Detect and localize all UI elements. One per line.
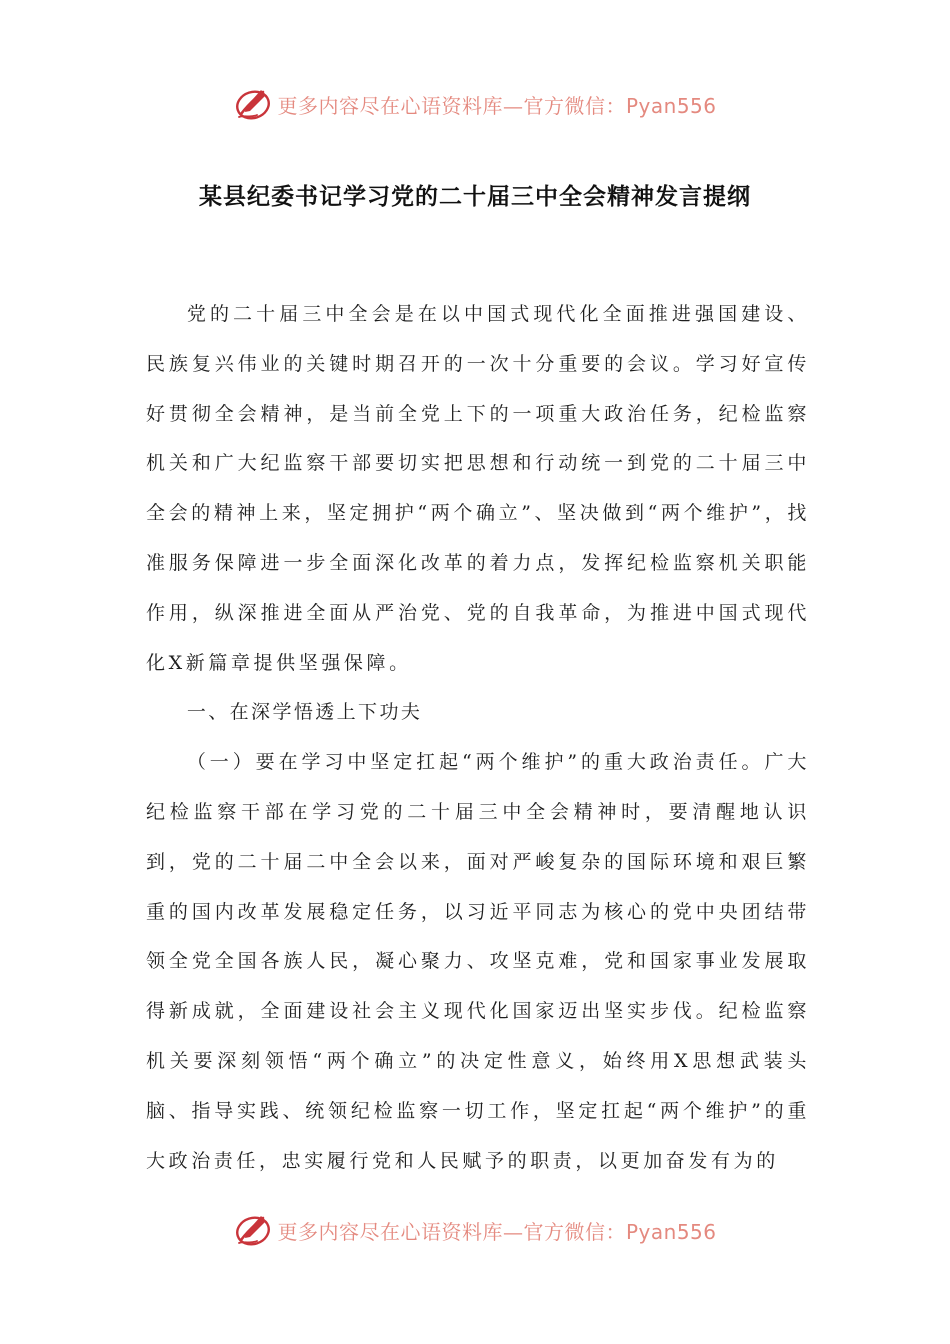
document-body — [146, 290, 810, 1186]
paragraph-intro: 党的二十届三中全会是在以中国式现代化全面推进强国建设、民族复兴伟业的关键时期召开的一次十分重要的会议。学习好宣传好贯彻全会精神，是当前全党上下的一项重大政治任务，纪检监察机关和广大纪监察干部要切实把思想和行动统一到党的二十届三中全会的精神上来，坚定拥护“两个确立”、坚决做到“两个维护”，找准服务保障进一步全面深化改革的着力点，发挥纪检监察机关职能作用，纵深推进全面从严治党、党的自我革命，为推进中国式现代化X新篇章提供坚强保障。 — [146, 303, 810, 674]
wechat-id: Pyan556 — [625, 1219, 717, 1244]
pen-signature-icon — [233, 1210, 273, 1250]
pen-signature-icon — [233, 84, 273, 124]
document-title: 某县纪委书记学习党的二十届三中全会精神发言提纲 — [199, 184, 751, 210]
watermark-text: 更多内容尽在心语资料库—官方微信： — [277, 93, 626, 118]
watermark-text: 更多内容尽在心语资料库—官方微信： — [277, 1219, 626, 1244]
section-heading-1: 一、在深学悟透上下功夫 — [186, 701, 423, 724]
watermark-banner-top — [0, 82, 950, 126]
paragraph-section-1-1: （一）要在学习中坚定扛起“两个维护”的重大政治责任。广大纪检监察干部在学习党的二十届三中全会精神时，要清醒地认识到，党的二十届二中全会以来，面对严峻复杂的国际环境和艰巨繁重的国内改革发展稳定任务，以习近平同志为核心的党中央团结带领全党全国各族人民，凝心聚力、攻坚克难，党和国家事业发展取得新成就，全面建设社会主义现代化国家迈出坚实步伐。纪检监察机关要深刻领悟“两个确立”的决定性意义，始终用X思想武装头脑、指导实践、统领纪检监察一切工作，坚定扛起“两个维护”的重大政治责任，忠实履行党和人民赋予的职责，以更加奋发有为的 — [146, 751, 810, 1172]
wechat-id: Pyan556 — [625, 93, 717, 118]
watermark-banner-bottom — [0, 1208, 950, 1252]
